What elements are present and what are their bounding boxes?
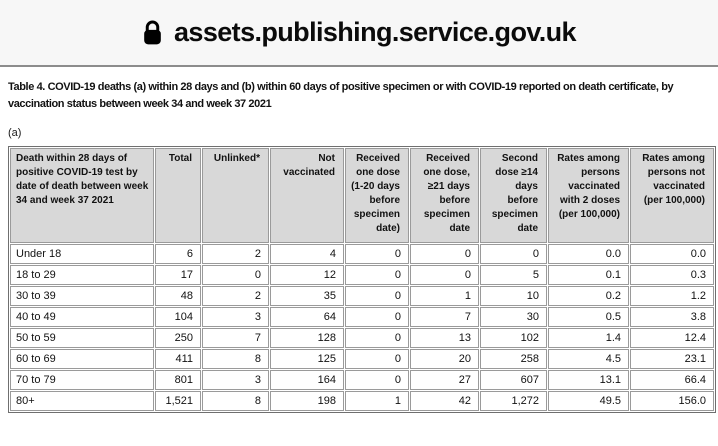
row-label: 18 to 29	[10, 265, 154, 285]
data-cell: 0	[345, 370, 409, 390]
data-cell: 66.4	[630, 370, 714, 390]
data-cell: 156.0	[630, 391, 714, 411]
data-cell: 0	[345, 349, 409, 369]
data-cell: 7	[202, 328, 269, 348]
address-url: assets.publishing.service.gov.uk	[174, 17, 576, 47]
table-row	[10, 349, 714, 369]
data-cell: 164	[270, 370, 344, 390]
data-cell: 5	[480, 265, 547, 285]
address-bar[interactable]	[0, 0, 718, 67]
row-label: 50 to 59	[10, 328, 154, 348]
data-cell: 0.2	[548, 286, 629, 306]
data-cell: 198	[270, 391, 344, 411]
data-cell: 0	[410, 265, 479, 285]
data-cell: 0	[202, 265, 269, 285]
data-cell: 1	[345, 391, 409, 411]
data-cell: 0	[480, 244, 547, 264]
data-cell: 1.4	[548, 328, 629, 348]
covid-deaths-table	[8, 146, 716, 413]
row-label: 80+	[10, 391, 154, 411]
column-header: Unlinked*	[202, 148, 269, 243]
column-header: Not vaccinated	[270, 148, 344, 243]
data-cell: 8	[202, 349, 269, 369]
data-cell: 48	[155, 286, 201, 306]
data-cell: 0.0	[548, 244, 629, 264]
subtable-label: (a)	[8, 127, 22, 139]
data-cell: 35	[270, 286, 344, 306]
data-cell: 0	[345, 286, 409, 306]
data-cell: 607	[480, 370, 547, 390]
page-content	[0, 67, 718, 413]
data-cell: 411	[155, 349, 201, 369]
row-label: 70 to 79	[10, 370, 154, 390]
data-cell: 0	[345, 307, 409, 327]
data-cell: 13	[410, 328, 479, 348]
data-cell: 8	[202, 391, 269, 411]
data-cell: 0	[345, 265, 409, 285]
header-row	[10, 148, 714, 243]
data-cell: 4.5	[548, 349, 629, 369]
data-cell: 801	[155, 370, 201, 390]
data-cell: 125	[270, 349, 344, 369]
data-cell: 4	[270, 244, 344, 264]
data-cell: 3	[202, 370, 269, 390]
data-cell: 1	[410, 286, 479, 306]
data-cell: 23.1	[630, 349, 714, 369]
data-cell: 0	[345, 244, 409, 264]
data-cell: 12	[270, 265, 344, 285]
data-cell: 1,521	[155, 391, 201, 411]
data-cell: 250	[155, 328, 201, 348]
data-cell: 0.0	[630, 244, 714, 264]
row-label: 40 to 49	[10, 307, 154, 327]
column-header: Total	[155, 148, 201, 243]
data-cell: 49.5	[548, 391, 629, 411]
data-cell: 0	[410, 244, 479, 264]
data-cell: 258	[480, 349, 547, 369]
table-row	[10, 370, 714, 390]
data-cell: 27	[410, 370, 479, 390]
data-cell: 17	[155, 265, 201, 285]
row-label: Under 18	[10, 244, 154, 264]
data-cell: 3	[202, 307, 269, 327]
data-cell: 13.1	[548, 370, 629, 390]
table-row	[10, 391, 714, 411]
table-row	[10, 286, 714, 306]
table-row	[10, 328, 714, 348]
table-row	[10, 244, 714, 264]
data-cell: 0.3	[630, 265, 714, 285]
column-header: Rates among persons not vaccinated (per 100,000)	[630, 148, 714, 243]
row-label: 60 to 69	[10, 349, 154, 369]
column-header: Rates among persons vaccinated with 2 doses (per 100,000)	[548, 148, 629, 243]
data-cell: 3.8	[630, 307, 714, 327]
data-cell: 6	[155, 244, 201, 264]
data-cell: 64	[270, 307, 344, 327]
table-body	[10, 244, 714, 411]
table-row	[10, 265, 714, 285]
lock-icon	[142, 19, 163, 46]
data-cell: 128	[270, 328, 344, 348]
data-cell: 102	[480, 328, 547, 348]
column-header: Second dose ≥14 days before specimen date	[480, 148, 547, 243]
data-cell: 0.1	[548, 265, 629, 285]
data-cell: 10	[480, 286, 547, 306]
data-cell: 2	[202, 286, 269, 306]
data-cell: 0	[345, 328, 409, 348]
data-cell: 1,272	[480, 391, 547, 411]
data-cell: 1.2	[630, 286, 714, 306]
data-cell: 104	[155, 307, 201, 327]
column-header-rowlabel: Death within 28 days of positive COVID-19 test by date of death between week 34 and week 37 2021	[10, 148, 154, 243]
table-row	[10, 307, 714, 327]
data-cell: 42	[410, 391, 479, 411]
data-cell: 20	[410, 349, 479, 369]
column-header: Received one dose (1-20 days before specimen date)	[345, 148, 409, 243]
row-label: 30 to 39	[10, 286, 154, 306]
data-cell: 7	[410, 307, 479, 327]
table-title: Table 4. COVID-19 deaths (a) within 28 days and (b) within 60 days of positive specimen or with COVID-19 reported on death certificate, by vaccination status between week 34 and week 37 2021	[8, 81, 674, 110]
column-header: Received one dose, ≥21 days before specimen date	[410, 148, 479, 243]
data-cell: 0.5	[548, 307, 629, 327]
data-cell: 30	[480, 307, 547, 327]
data-cell: 12.4	[630, 328, 714, 348]
data-cell: 2	[202, 244, 269, 264]
